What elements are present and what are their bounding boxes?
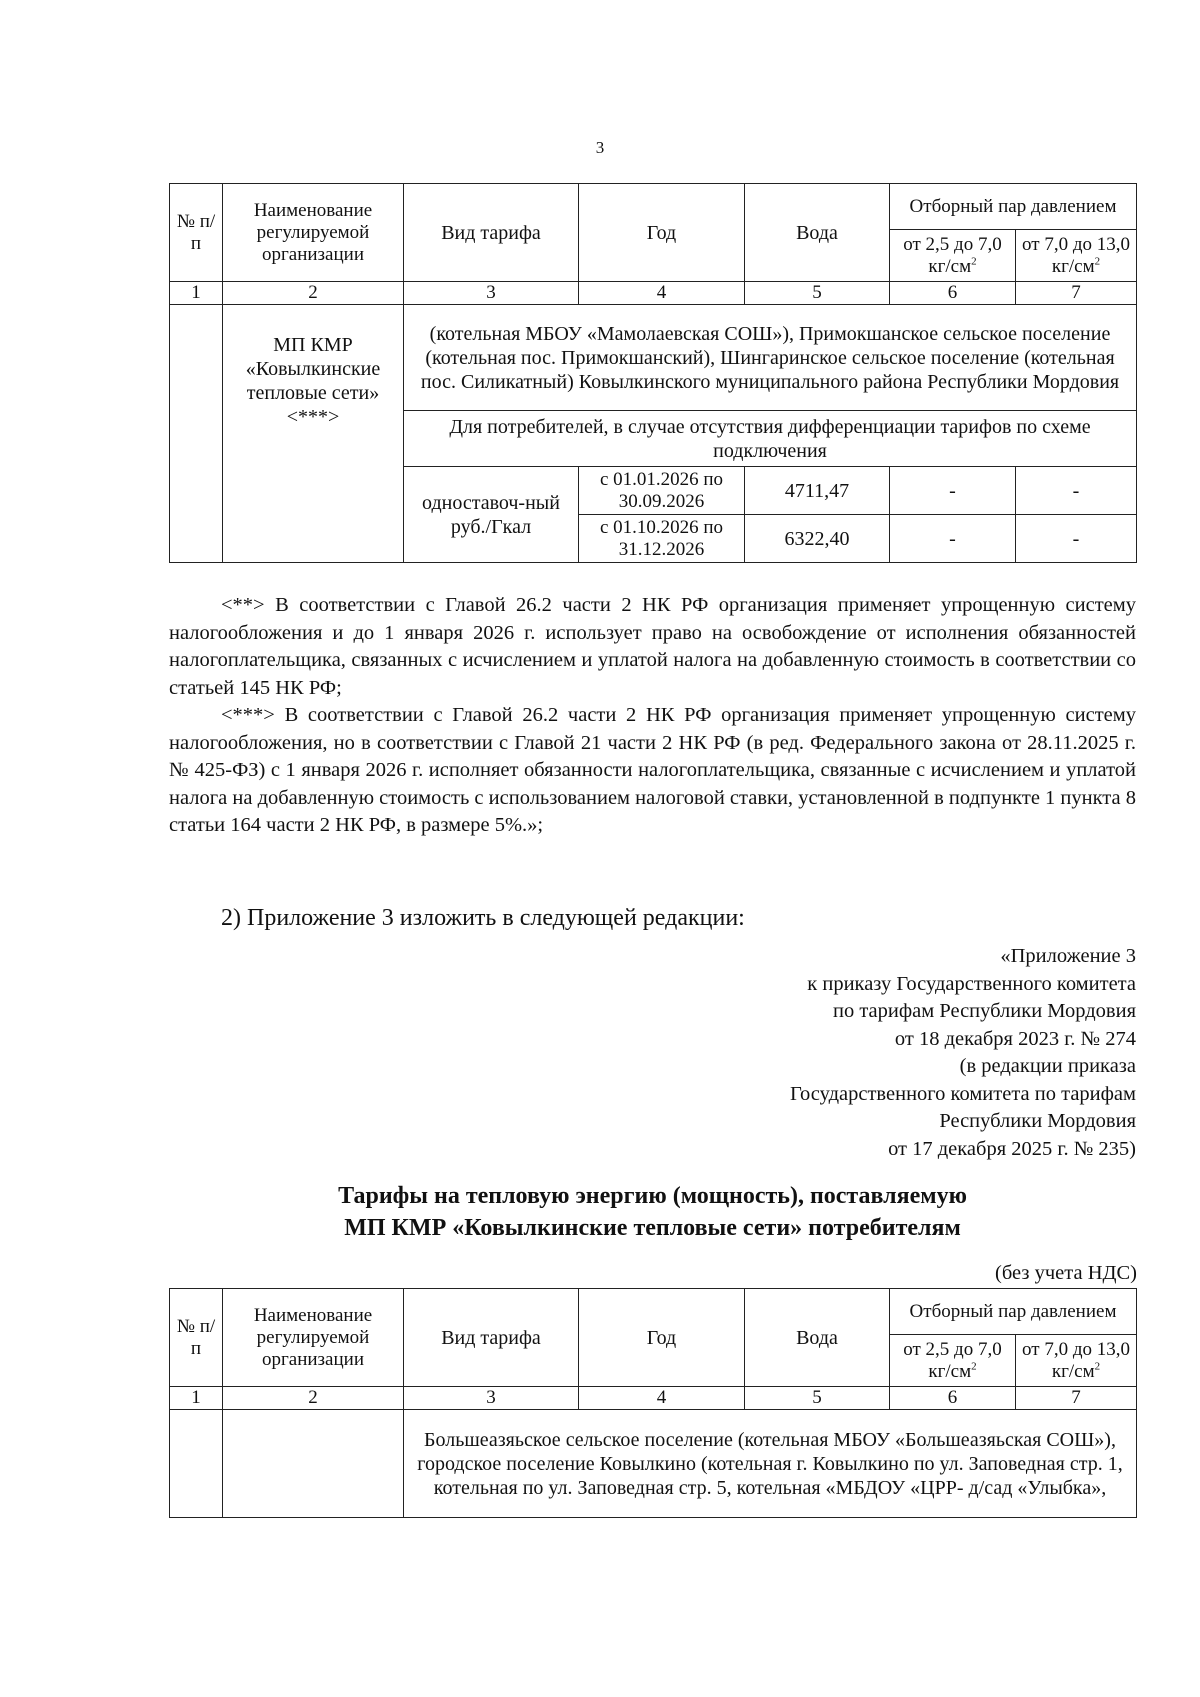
header-steam-low: от 2,5 до 7,0 $кг/см^2$ [890, 1335, 1016, 1387]
vat-note: (без учета НДС) [995, 1262, 1137, 1284]
header-steam-high: от 7,0 до 13,0 $кг/см^2$ [1016, 230, 1137, 282]
consumer-group: Для потребителей, в случае отсутствия дифференциации тарифов по схеме подключения [404, 411, 1137, 467]
header-tariff-type: Вид тарифа [404, 1289, 579, 1387]
territory-description: Большеазяьское сельское поселение (котельная МБОУ «Большеазяьская СОШ»), городское поселение Ковылкино (котельная г. Ковылкино по ул. Заповедная стр. 1, котельная по ул. Заповедная стр. 5, котельная «МБДОУ «ЦРР- д/сад «Улыбка», [404, 1410, 1137, 1518]
territory-description: (котельная МБОУ «Мамолаевская СОШ»), Примокшанское сельское поселение (котельная пос. Примокшанский), Шингаринское сельское поселение (котельная пос. Силикатный) Ковылкинского муниципального района Республики Мордовия [404, 305, 1137, 411]
header-year: Год [579, 184, 745, 282]
page-number: 3 [595, 138, 605, 157]
column-index: 4 [579, 1387, 745, 1410]
water-tariff-value: 6322,40 [745, 515, 890, 563]
column-index: 7 [1016, 1387, 1137, 1410]
column-index: 2 [223, 282, 404, 305]
header-organization: Наименование регулируемой организации [223, 1289, 404, 1387]
steam-low-value: - [890, 467, 1016, 515]
tariff-type: одноставоч-ный руб./Гкал [404, 467, 579, 563]
column-index: 1 [170, 1387, 223, 1410]
tariff-period: с 01.01.2026 по 30.09.2026 [579, 467, 745, 515]
document-heading [169, 1180, 1136, 1244]
header-water: Вода [745, 184, 890, 282]
steam-high-value: - [1016, 515, 1137, 563]
column-index: 3 [404, 1387, 579, 1410]
organization-name-empty [223, 1410, 404, 1518]
column-index: 3 [404, 282, 579, 305]
column-index: 7 [1016, 282, 1137, 305]
appendix-line: от 18 декабря 2023 г. № 274 [894, 1027, 1136, 1050]
appendix-line: по тарифам Республики Мордовия [832, 1000, 1136, 1022]
header-steam-high: от 7,0 до 13,0 $кг/см^2$ [1016, 1335, 1137, 1387]
organization-name: МП КМР «Ковылкинские тепловые сети» <***> [223, 305, 404, 563]
row-number-empty [170, 305, 223, 563]
tariff-table-continued [169, 183, 1137, 563]
appendix-line: Государственного комитета по тарифам [790, 1082, 1136, 1105]
water-tariff-value: 4711,47 [745, 467, 890, 515]
header-water: Вода [745, 1289, 890, 1387]
appendix-line: «Приложение 3 [1000, 945, 1136, 967]
header-number: № п/п [170, 1289, 223, 1387]
steam-high-value: - [1016, 467, 1137, 515]
heading-line: Тарифы на тепловую энергию (мощность), поставляемую [338, 1183, 967, 1209]
column-index: 1 [170, 282, 223, 305]
footnote-triple-star: <***> В соответствии с Главой 26.2 части 2 НК РФ организация применяет упрощенную систему налогообложения, но в соответствии с Главой 21 части 2 НК РФ (в ред. Федерального закона от 28.11.2025 г. № 425-ФЗ) с 1 января 2026 г. исполняет обязанности налогоплательщика, связанные с исчислением и уплатой налога на добавленную стоимость с использованием налоговой ставки, установленной в подпункте 1 пункта 8 статьи 164 части 2 НК РФ, в размере 5%.»; [169, 704, 1136, 836]
column-index: 4 [579, 282, 745, 305]
header-steam: Отборный пар давлением [890, 184, 1137, 230]
header-steam: Отборный пар давлением [890, 1289, 1137, 1335]
item-2-instruction: 2) Приложение 3 изложить в следующей редакции: [221, 905, 745, 931]
appendix-line: Республики Мордовия [939, 1110, 1136, 1132]
heading-line: МП КМР «Ковылкинские тепловые сети» потребителям [344, 1215, 961, 1241]
header-tariff-type: Вид тарифа [404, 184, 579, 282]
column-index: 6 [890, 282, 1016, 305]
appendix-line: к приказу Государственного комитета [807, 972, 1136, 995]
column-index: 5 [745, 282, 890, 305]
header-organization: Наименование регулируемой организации [223, 184, 404, 282]
header-steam-low: от 2,5 до 7,0 $кг/см^2$ [890, 230, 1016, 282]
header-number: № п/п [170, 184, 223, 282]
header-year: Год [579, 1289, 745, 1387]
footnote-double-star: <**> В соответствии с Главой 26.2 части 2 НК РФ организация применяет упрощенную систему налогообложения и до 1 января 2026 г. использует право на освобождение от исполнения обязанностей налогоплательщика, связанных с исчислением и уплатой налога на добавленную стоимость в соответствии со статьей 145 НК РФ; [169, 594, 1136, 699]
appendix-line: (в редакции приказа [959, 1055, 1136, 1077]
column-index: 6 [890, 1387, 1016, 1410]
column-index: 2 [223, 1387, 404, 1410]
tariff-table-new [169, 1288, 1137, 1518]
column-index: 5 [745, 1387, 890, 1410]
tariff-period: с 01.10.2026 по 31.12.2026 [579, 515, 745, 563]
steam-low-value: - [890, 515, 1016, 563]
row-number-empty [170, 1410, 223, 1518]
appendix-reference [616, 943, 1136, 1163]
appendix-line: от 17 декабря 2025 г. № 235) [888, 1137, 1136, 1160]
